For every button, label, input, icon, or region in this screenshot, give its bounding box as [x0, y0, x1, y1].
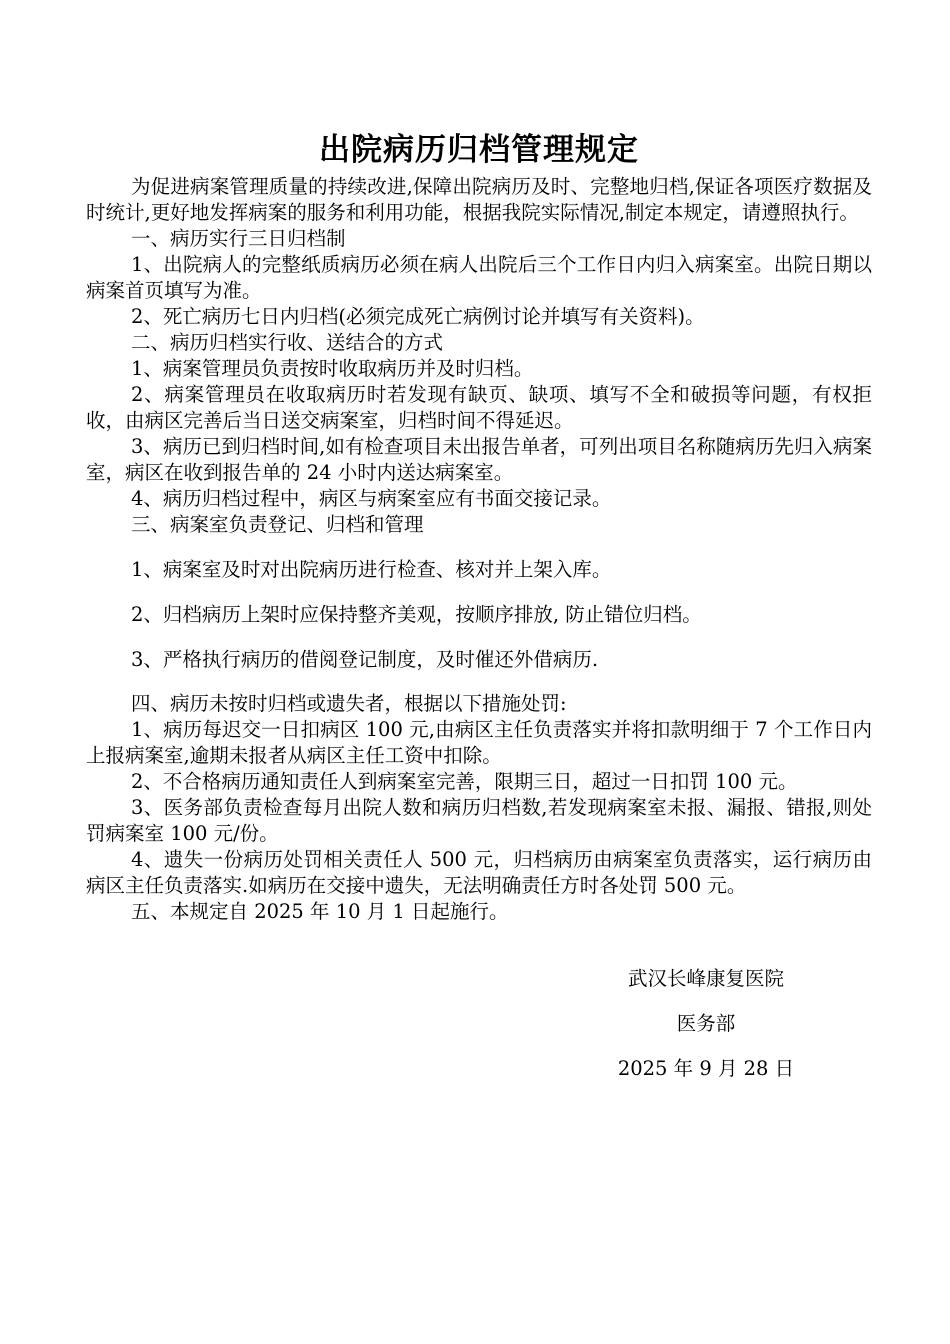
signature-organization: 武汉长峰康复医院 — [627, 967, 784, 990]
clause-3-2: 2、归档病历上架时应保持整齐美观，按顺序排放, 防止错位归档。 — [131, 603, 702, 626]
section-heading-5: 五、本规定自 2025 年 10 月 1 日起施行。 — [131, 900, 509, 923]
signature-date: 2025 年 9 月 28 日 — [617, 1057, 795, 1080]
intro-paragraph: 为促进病案管理质量的持续改进,保障出院病历及时、完整地归档,保证各项医疗数据及时统计,更好地发挥病案的服务和利用功能，根据我院实际情况,制定本规定，请遵照执行。 — [86, 175, 872, 224]
clause-2-4: 4、病历归档过程中，病区与病案室应有书面交接记录。 — [131, 487, 612, 510]
clause-4-2: 2、不合格病历通知责任人到病案室完善，限期三日，超过一日扣罚 100 元。 — [131, 770, 798, 793]
clause-3-3: 3、严格执行病历的借阅登记制度，及时催还外借病历. — [131, 648, 599, 671]
section-heading-3: 三、病案室负责登记、归档和管理 — [131, 513, 424, 536]
clause-4-3: 3、医务部负责检查每月出院人数和病历归档数,若发现病案室未报、漏报、错报,则处罚病案室 100 元/份。 — [86, 796, 872, 845]
signature-department: 医务部 — [676, 1012, 736, 1035]
clause-1-2: 2、死亡病历七日内归档(必须完成死亡病例讨论并填写有关资料)。 — [131, 305, 705, 328]
section-heading-2: 二、病历归档实行收、送结合的方式 — [131, 331, 444, 354]
document-title: 出院病历归档管理规定 — [319, 132, 639, 168]
clause-2-3: 3、病历已到归档时间,如有检查项目未出报告单者，可列出项目名称随病历先归入病案室，病区在收到报告单的 24 小时内送达病案室。 — [86, 435, 872, 484]
clause-4-1: 1、病历每迟交一日扣病区 100 元,由病区主任负责落实并将扣款明细于 7 个工作日内上报病案室,逾期未报者从病区主任工资中扣除。 — [86, 718, 872, 767]
clause-2-1: 1、病案管理员负责按时收取病历并及时归档。 — [131, 357, 534, 380]
clause-4-4: 4、遗失一份病历处罚相关责任人 500 元，归档病历由病案室负责落实，运行病历由病区主任负责落实.如病历在交接中遗失，无法明确责任方时各处罚 500 元。 — [86, 848, 872, 897]
document-page — [86, 128, 872, 925]
clause-2-2: 2、病案管理员在收取病历时若发现有缺页、缺项、填写不全和破损等问题，有权拒收，由病区完善后当日送交病案室，归档时间不得延迟。 — [86, 383, 872, 432]
section-heading-1: 一、病历实行三日归档制 — [131, 227, 346, 250]
clause-3-1: 1、病案室及时对出院病历进行检查、核对并上架入库。 — [131, 558, 612, 581]
clause-1-1: 1、出院病人的完整纸质病历必须在病人出院后三个工作日内归入病案室。出院日期以病案首页填写为准。 — [86, 253, 872, 302]
section-heading-4: 四、病历未按时归档或遗失者，根据以下措施处罚: — [131, 692, 567, 715]
